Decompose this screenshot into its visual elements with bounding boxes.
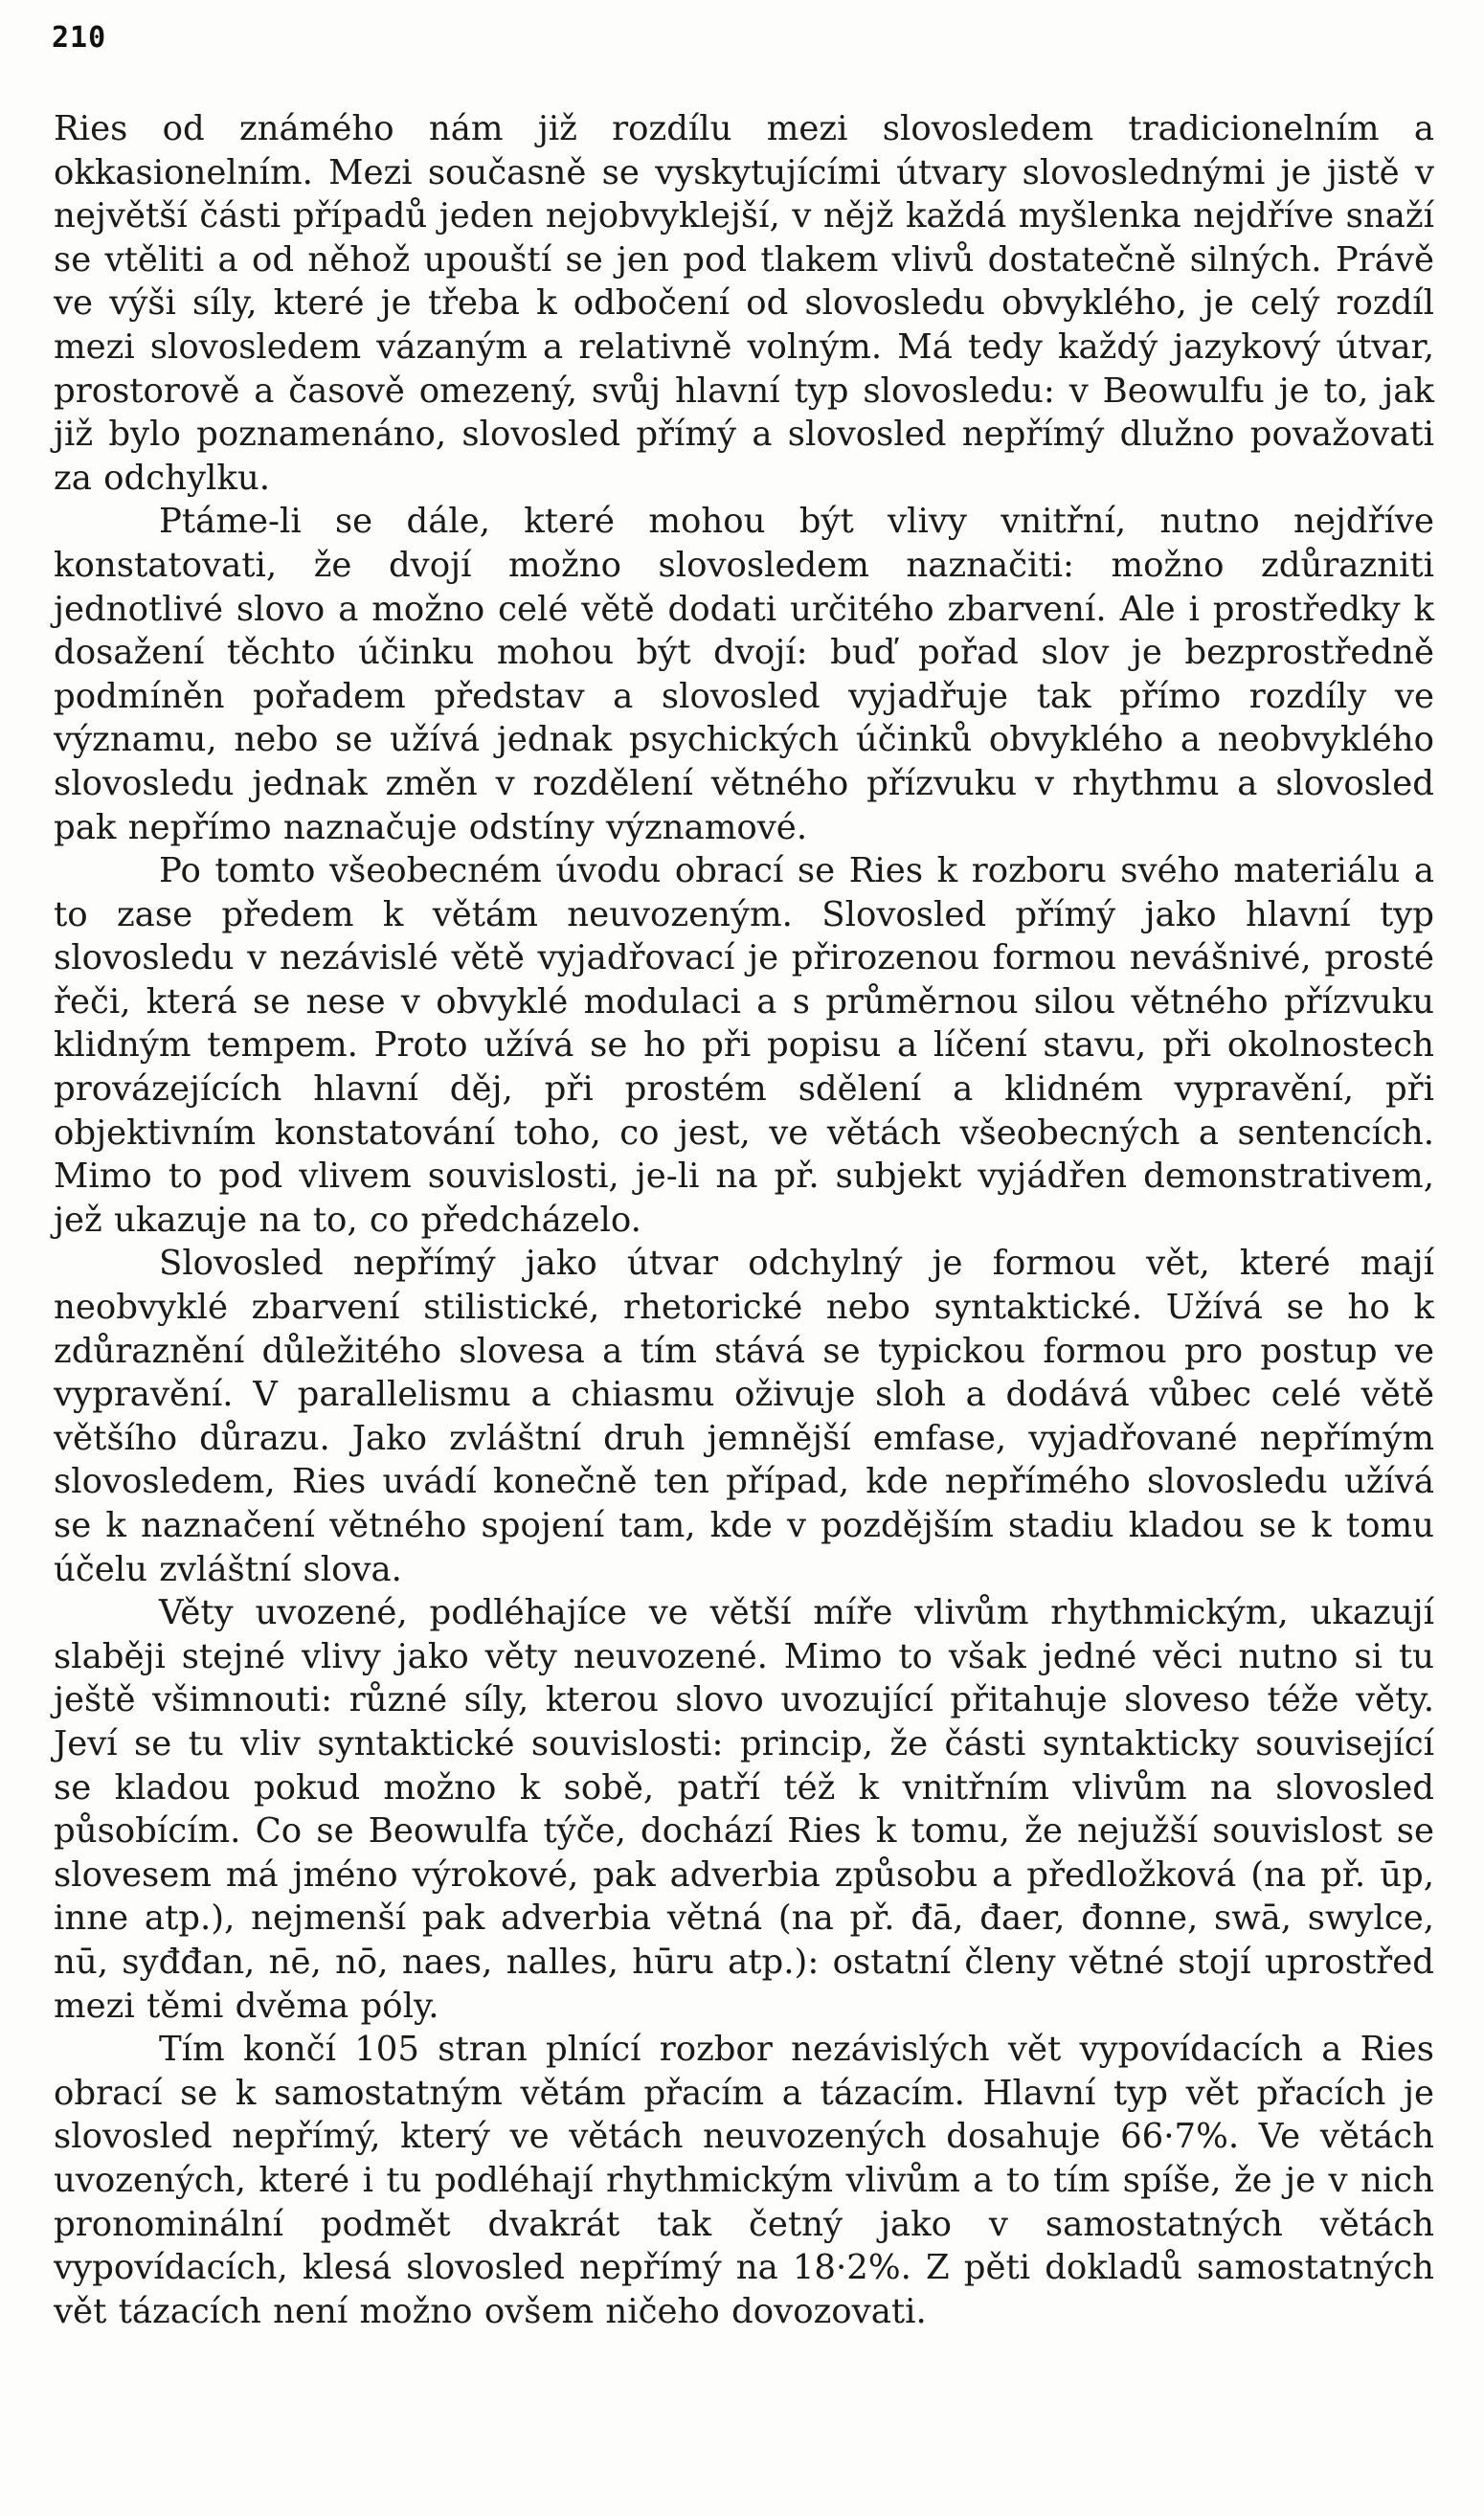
paragraph: Ries od známého nám již rozdílu mezi slovosledem tradicionelním a okkasionelním. Mezi současně se vyskytujícími útvary slovoslednými je jistě v největší části případů jeden nejobvyklejší, v nějž každá myšlenka nejdříve snaží se vtěliti a od něhož upouští se jen pod tlakem vlivů dostatečně silných. Právě ve výši síly, které je třeba k odbočení od slovosledu obvyklého, je celý rozdíl mezi slovosledem vázaným a relativně volným. Má tedy každý jazykový útvar, prostorově a časově omezený, svůj hlavní typ slovosledu: v Beowulfu je to, jak již bylo poznamenáno, slovosled přímý a slovosled nepřímý dlužno považovati za odchylku. xyxy=(54,109,1434,498)
page-number: 210 xyxy=(52,21,107,55)
paragraph: Slovosled nepřímý jako útvar odchylný je formou vět, které mají neobvyklé zbarvení stilistické, rhetorické nebo syntaktické. Užívá se ho k zdůraznění důležitého slovesa a tím stává se typickou formou pro postup ve vypravění. V parallelismu a chiasmu oživuje sloh a dodává vůbec celé větě většího důrazu. Jako zvláštní druh jemnější emfase, vyjadřované nepřímým slovosledem, Ries uvádí konečně ten případ, kde nepřímého slovosledu užívá se k naznačení větného spojení tam, kde v pozdějším stadiu kladou se k tomu účelu zvláštní slova. xyxy=(54,1244,1434,1589)
body-text xyxy=(54,107,1434,2333)
paragraph: Tím končí 105 stran plnící rozbor nezávislých vět vypovídacích a Ries obrací se k samostatným větám přacím a tázacím. Hlavní typ vět přacích je slovosled nepřímý, který ve větách neuvozených dosahuje 66·7%. Ve větách uvozených, které i tu podléhají rhythmickým vlivům a to tím spíše, že je v nich pronominální podmět dvakrát tak četný jako v samostatných větách vypovídacích, klesá slovosled nepřímý na 18·2%. Z pěti dokladů samostatných vět tázacích není možno ovšem ničeho dovozovati. xyxy=(54,2030,1434,2331)
paragraph: Ptáme-li se dále, které mohou být vlivy vnitřní, nutno nejdříve konstatovati, že dvojí možno slovosledem naznačiti: možno zdůrazniti jednotlivé slovo a možno celé větě dodati určitého zbarvení. Ale i prostředky k dosažení těchto účinku mohou být dvojí: buď pořad slov je bezprostředně podmíněn pořadem představ a slovosled vyjadřuje tak přímo rozdíly ve významu, nebo se užívá jednak psychických účinků obvyklého a neobvyklého slovosledu jednak změn v rozdělení větného přízvuku v rhythmu a slovosled pak nepřímo naznačuje odstíny významové. xyxy=(54,502,1434,847)
paragraph: Po tomto všeobecném úvodu obrací se Ries k rozboru svého materiálu a to zase předem k větám neuvozeným. Slovosled přímý jako hlavní typ slovosledu v nezávislé větě vyjadřovací je přirozenou formou nevášnivé, prosté řeči, která se nese v obvyklé modulaci a s průměrnou silou větného přízvuku klidným tempem. Proto užívá se ho při popisu a líčení stavu, při okolnostech provázejících hlavní děj, při prostém sdělení a klidném vypravění, při objektivním konstatování toho, co jest, ve větách všeobecných a sentencích. Mimo to pod vlivem souvislosti, je-li na př. subjekt vyjádřen demonstrativem, jež ukazuje na to, co předcházelo. xyxy=(54,851,1434,1240)
paragraph: Věty uvozené, podléhajíce ve větší míře vlivům rhythmickým, ukazují slaběji stejné vlivy jako věty neuvozené. Mimo to však jedné věci nutno si tu ještě všimnouti: různé síly, kterou slovo uvozující přitahuje sloveso téže věty. Jeví se tu vliv syntaktické souvislosti: princip, že části syntakticky související se kladou pokud možno k sobě, patří též k vnitřním vlivům na slovosled působícím. Co se Beowulfa týče, dochází Ries k tomu, že nejužší souvislost se slovesem má jméno výrokové, pak adverbia způsobu a předložková (na př. ūp, inne atp.), nejmenší pak adverbia větná (na př. đā, đaer, đonne, swā, swylce, nū, syđđan, nē, nō, naes, nalles, hūru atp.): ostatní členy větné stojí uprostřed mezi těmi dvěma póly. xyxy=(54,1593,1434,2026)
